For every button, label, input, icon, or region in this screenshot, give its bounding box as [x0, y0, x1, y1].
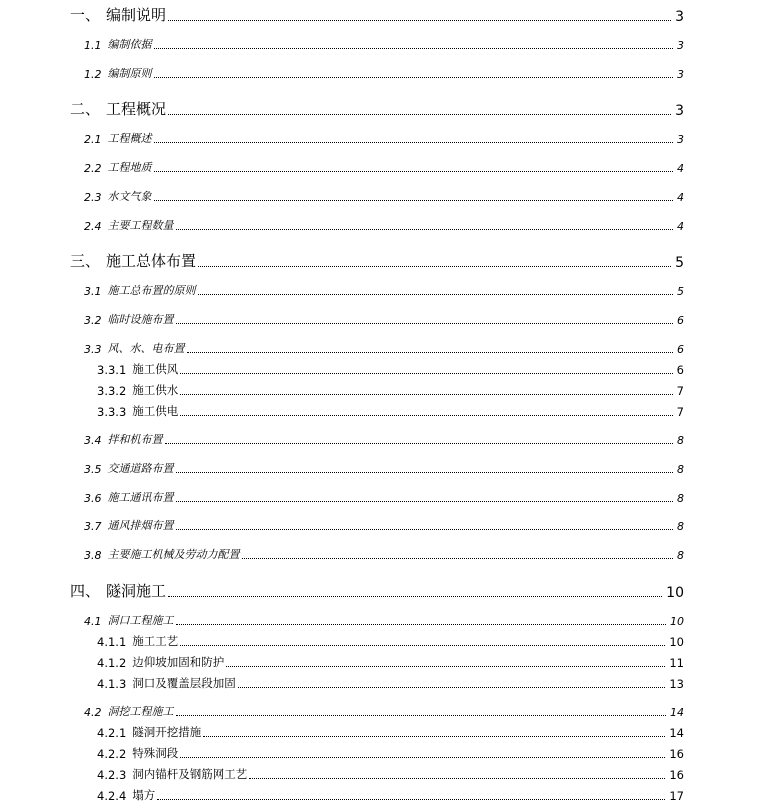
toc-title: 工程概述 [107, 132, 152, 145]
toc-title: 水文气象 [107, 190, 152, 203]
toc-entry[interactable] [0, 131, 768, 146]
toc-title: 施工供水 [132, 383, 179, 397]
dot-leader [187, 351, 674, 353]
toc-entry[interactable] [0, 362, 768, 377]
dot-leader [176, 322, 674, 324]
toc-entry[interactable] [0, 518, 768, 533]
toc-title: 编制依据 [107, 38, 152, 51]
toc-title: 编制原则 [107, 67, 152, 80]
toc-number: 2.4 [84, 220, 102, 233]
toc-entry[interactable] [0, 160, 768, 175]
dot-leader [154, 199, 674, 201]
toc-entry[interactable] [0, 547, 768, 562]
toc-entry[interactable] [0, 490, 768, 505]
dot-leader [180, 644, 665, 646]
toc-entry[interactable] [0, 767, 768, 782]
toc-entry[interactable] [0, 432, 768, 447]
toc-entry[interactable] [0, 404, 768, 419]
toc-number: 1.2 [84, 68, 102, 81]
toc-page: 8 [677, 434, 684, 447]
toc-page: 3 [675, 9, 684, 25]
dot-leader [176, 228, 674, 230]
toc-number: 3.4 [84, 434, 102, 447]
toc-entry[interactable] [0, 676, 768, 691]
toc-number: 3.1 [84, 285, 102, 298]
dot-leader [176, 528, 674, 530]
toc-page: 6 [677, 343, 684, 356]
toc-number: 4.2 [84, 706, 102, 719]
toc-title: 施工总体布置 [106, 252, 197, 270]
toc-title: 主要工程数量 [107, 219, 174, 232]
toc-number: 4.1.3 [97, 677, 127, 691]
toc-number: 4.1.1 [97, 635, 127, 649]
dot-leader [242, 557, 674, 559]
dot-leader [238, 686, 666, 688]
toc-number: 2.1 [84, 133, 102, 146]
toc-page: 16 [669, 747, 684, 761]
toc-page: 3 [677, 133, 684, 146]
toc-number: 3.8 [84, 549, 102, 562]
dot-leader [198, 293, 674, 295]
toc-page: 8 [677, 520, 684, 533]
toc-page: 5 [677, 285, 684, 298]
toc-entry[interactable] [0, 788, 768, 803]
toc-page: 5 [675, 255, 684, 271]
toc-page: 4 [677, 162, 684, 175]
toc-number: 3.2 [84, 314, 102, 327]
toc-entry[interactable] [0, 283, 768, 298]
toc-page: 16 [669, 768, 684, 782]
toc-number: 4.2.2 [97, 747, 127, 761]
toc-title: 洞口工程施工 [107, 614, 174, 627]
toc-number: 2.2 [84, 162, 102, 175]
toc-entry[interactable] [0, 99, 768, 119]
toc-title: 拌和机布置 [107, 433, 163, 446]
dot-leader [154, 141, 674, 143]
toc-page: 8 [677, 463, 684, 476]
toc-number: 四、 [70, 582, 101, 600]
toc-number: 4.2.4 [97, 789, 127, 803]
toc-title: 工程地质 [107, 161, 152, 174]
toc-number: 1.1 [84, 39, 102, 52]
dot-leader [203, 735, 665, 737]
dot-leader [176, 623, 667, 625]
toc-title: 塌方 [132, 788, 156, 802]
toc-page: 8 [677, 492, 684, 505]
toc-number: 4.1 [84, 615, 102, 628]
toc-number: 3.3.2 [97, 384, 127, 398]
toc-page: 10 [669, 635, 684, 649]
dot-leader [176, 714, 667, 716]
toc-page: 4 [677, 220, 684, 233]
dot-leader [180, 393, 672, 395]
toc-title: 隧洞施工 [106, 582, 167, 600]
dot-leader [180, 372, 672, 374]
toc-page: 6 [677, 314, 684, 327]
toc-entry[interactable] [0, 5, 768, 25]
toc-page: 13 [669, 677, 684, 691]
toc-page: 3 [675, 103, 684, 119]
dot-leader [168, 595, 662, 597]
toc-page: 10 [670, 615, 684, 628]
toc-title: 交通道路布置 [107, 462, 174, 475]
toc-number: 一、 [70, 6, 101, 24]
toc-number: 4.2.3 [97, 768, 127, 782]
toc-title: 主要施工机械及劳动力配置 [107, 548, 240, 561]
toc-page: 11 [669, 656, 684, 670]
toc-number: 二、 [70, 100, 101, 118]
toc-entry[interactable] [0, 312, 768, 327]
toc-number: 4.2.1 [97, 726, 127, 740]
toc-title: 特殊洞段 [132, 746, 179, 760]
toc-entry[interactable] [0, 613, 768, 628]
dot-leader [198, 265, 671, 267]
toc-page: 3 [677, 39, 684, 52]
toc-title: 施工供风 [132, 362, 179, 376]
toc-page: 10 [666, 585, 684, 601]
toc-title: 隧洞开挖措施 [132, 725, 202, 739]
toc-title: 通风排烟布置 [107, 519, 174, 532]
toc-entry[interactable] [0, 37, 768, 52]
toc-entry[interactable] [0, 383, 768, 398]
toc-page: 17 [669, 789, 684, 803]
toc-title: 施工工艺 [132, 634, 179, 648]
toc-title: 洞挖工程施工 [107, 705, 174, 718]
toc-entry[interactable] [0, 746, 768, 761]
toc-entry[interactable] [0, 704, 768, 719]
toc-number: 3.6 [84, 492, 102, 505]
toc-number: 三、 [70, 252, 101, 270]
toc-title: 施工供电 [132, 404, 179, 418]
toc-page: 8 [677, 549, 684, 562]
dot-leader [180, 414, 672, 416]
dot-leader [176, 471, 674, 473]
toc-page: 14 [669, 726, 684, 740]
dot-leader [154, 76, 674, 78]
toc-number: 3.7 [84, 520, 102, 533]
toc-entry[interactable] [0, 218, 768, 233]
toc-entry[interactable] [0, 581, 768, 601]
toc-title: 编制说明 [106, 6, 167, 24]
toc-entry[interactable] [0, 66, 768, 81]
toc-title: 风、水、电布置 [107, 342, 185, 355]
toc-title: 施工总布置的原则 [107, 284, 196, 297]
toc-title: 边仰坡加固和防护 [132, 655, 225, 669]
dot-leader [168, 19, 671, 21]
dot-leader [226, 665, 665, 667]
dot-leader [249, 777, 665, 779]
toc-title: 洞内锚杆及钢筋网工艺 [132, 767, 248, 781]
toc-number: 3.5 [84, 463, 102, 476]
toc-number: 3.3.1 [97, 363, 127, 377]
dot-leader [154, 47, 674, 49]
toc-page: 6 [676, 363, 684, 377]
toc-title: 洞口及覆盖层段加固 [132, 676, 236, 690]
dot-leader [168, 113, 671, 115]
toc-title: 临时设施布置 [107, 313, 174, 326]
toc-number: 2.3 [84, 191, 102, 204]
toc-number: 3.3.3 [97, 405, 127, 419]
dot-leader [176, 500, 674, 502]
toc-entry[interactable] [0, 461, 768, 476]
toc-page: 3 [677, 68, 684, 81]
toc-page: 7 [676, 384, 684, 398]
toc-entry[interactable] [0, 189, 768, 204]
toc-entry[interactable] [0, 251, 768, 271]
toc-title: 施工通讯布置 [107, 491, 174, 504]
toc-entry[interactable] [0, 725, 768, 740]
dot-leader [165, 442, 674, 444]
toc-entry[interactable] [0, 655, 768, 670]
toc-number: 3.3 [84, 343, 102, 356]
dot-leader [180, 756, 665, 758]
toc-page: 7 [676, 405, 684, 419]
toc-number: 4.1.2 [97, 656, 127, 670]
toc-page: 14 [670, 706, 684, 719]
toc-entry[interactable] [0, 634, 768, 649]
toc-page: 4 [677, 191, 684, 204]
dot-leader [154, 170, 674, 172]
toc-entry[interactable] [0, 341, 768, 356]
dot-leader [157, 798, 665, 800]
toc-title: 工程概况 [106, 100, 167, 118]
